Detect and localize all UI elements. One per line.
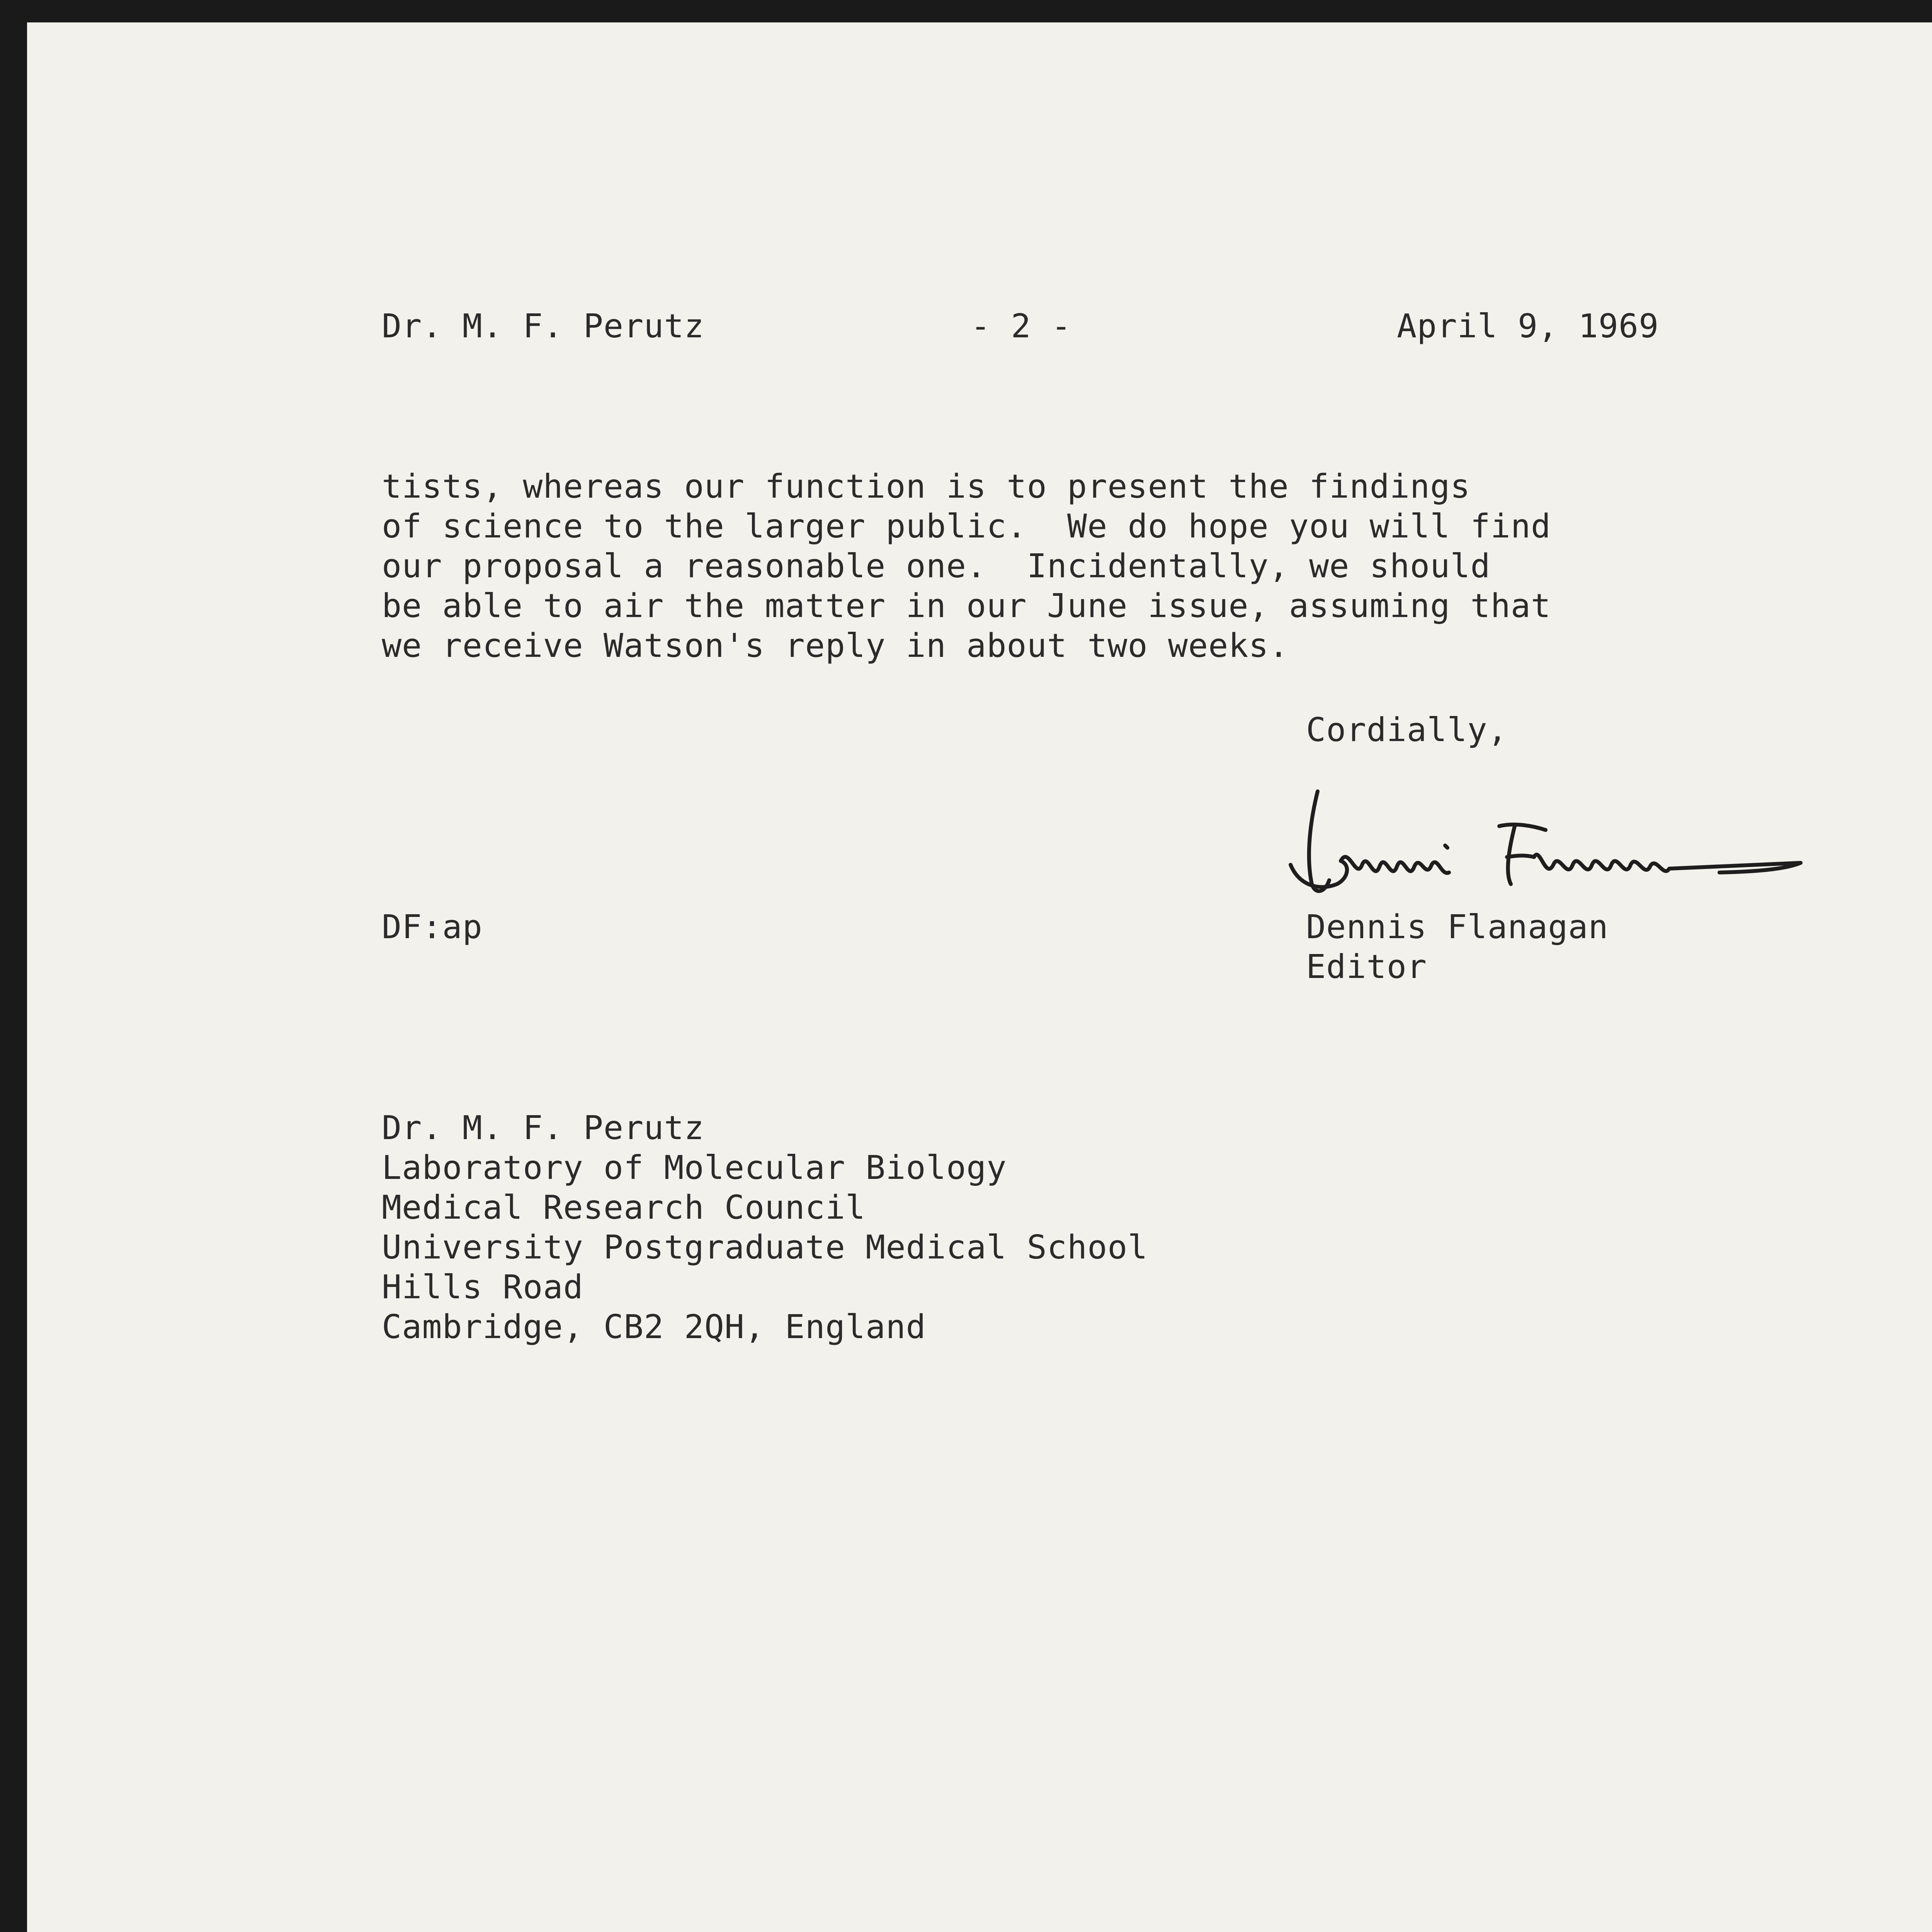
page-number: - 2 -	[971, 307, 1071, 345]
address-line: Cambridge, CB2 2QH, England	[382, 1308, 926, 1346]
letter-page	[27, 22, 1932, 1932]
handwritten-signature	[1283, 768, 1816, 907]
body-line: of science to the larger public. We do hope you will find	[382, 507, 1551, 546]
body-line: our proposal a reasonable one. Incidentally, we should	[382, 547, 1491, 585]
address-line: Dr. M. F. Perutz	[382, 1109, 704, 1147]
body-line: tists, whereas our function is to present the findings	[382, 468, 1471, 506]
address-line: University Postgraduate Medical School	[382, 1228, 1148, 1267]
letter-date: April 9, 1969	[1397, 307, 1659, 345]
signature-block	[1306, 907, 1609, 987]
address-line: Laboratory of Molecular Biology	[382, 1149, 1007, 1187]
letter-body	[382, 467, 1551, 666]
body-line: we receive Watson's reply in about two weeks.	[382, 627, 1289, 665]
signer-title: Editor	[1306, 948, 1427, 986]
address-line: Hills Road	[382, 1268, 583, 1306]
recipient-address	[382, 1108, 1148, 1347]
typist-initials: DF:ap	[382, 908, 483, 946]
signer-name: Dennis Flanagan	[1306, 908, 1609, 946]
body-line: be able to air the matter in our June issue, assuming that	[382, 587, 1551, 625]
header-recipient: Dr. M. F. Perutz	[382, 307, 704, 345]
address-line: Medical Research Council	[382, 1189, 866, 1227]
closing: Cordially,	[1306, 711, 1508, 749]
